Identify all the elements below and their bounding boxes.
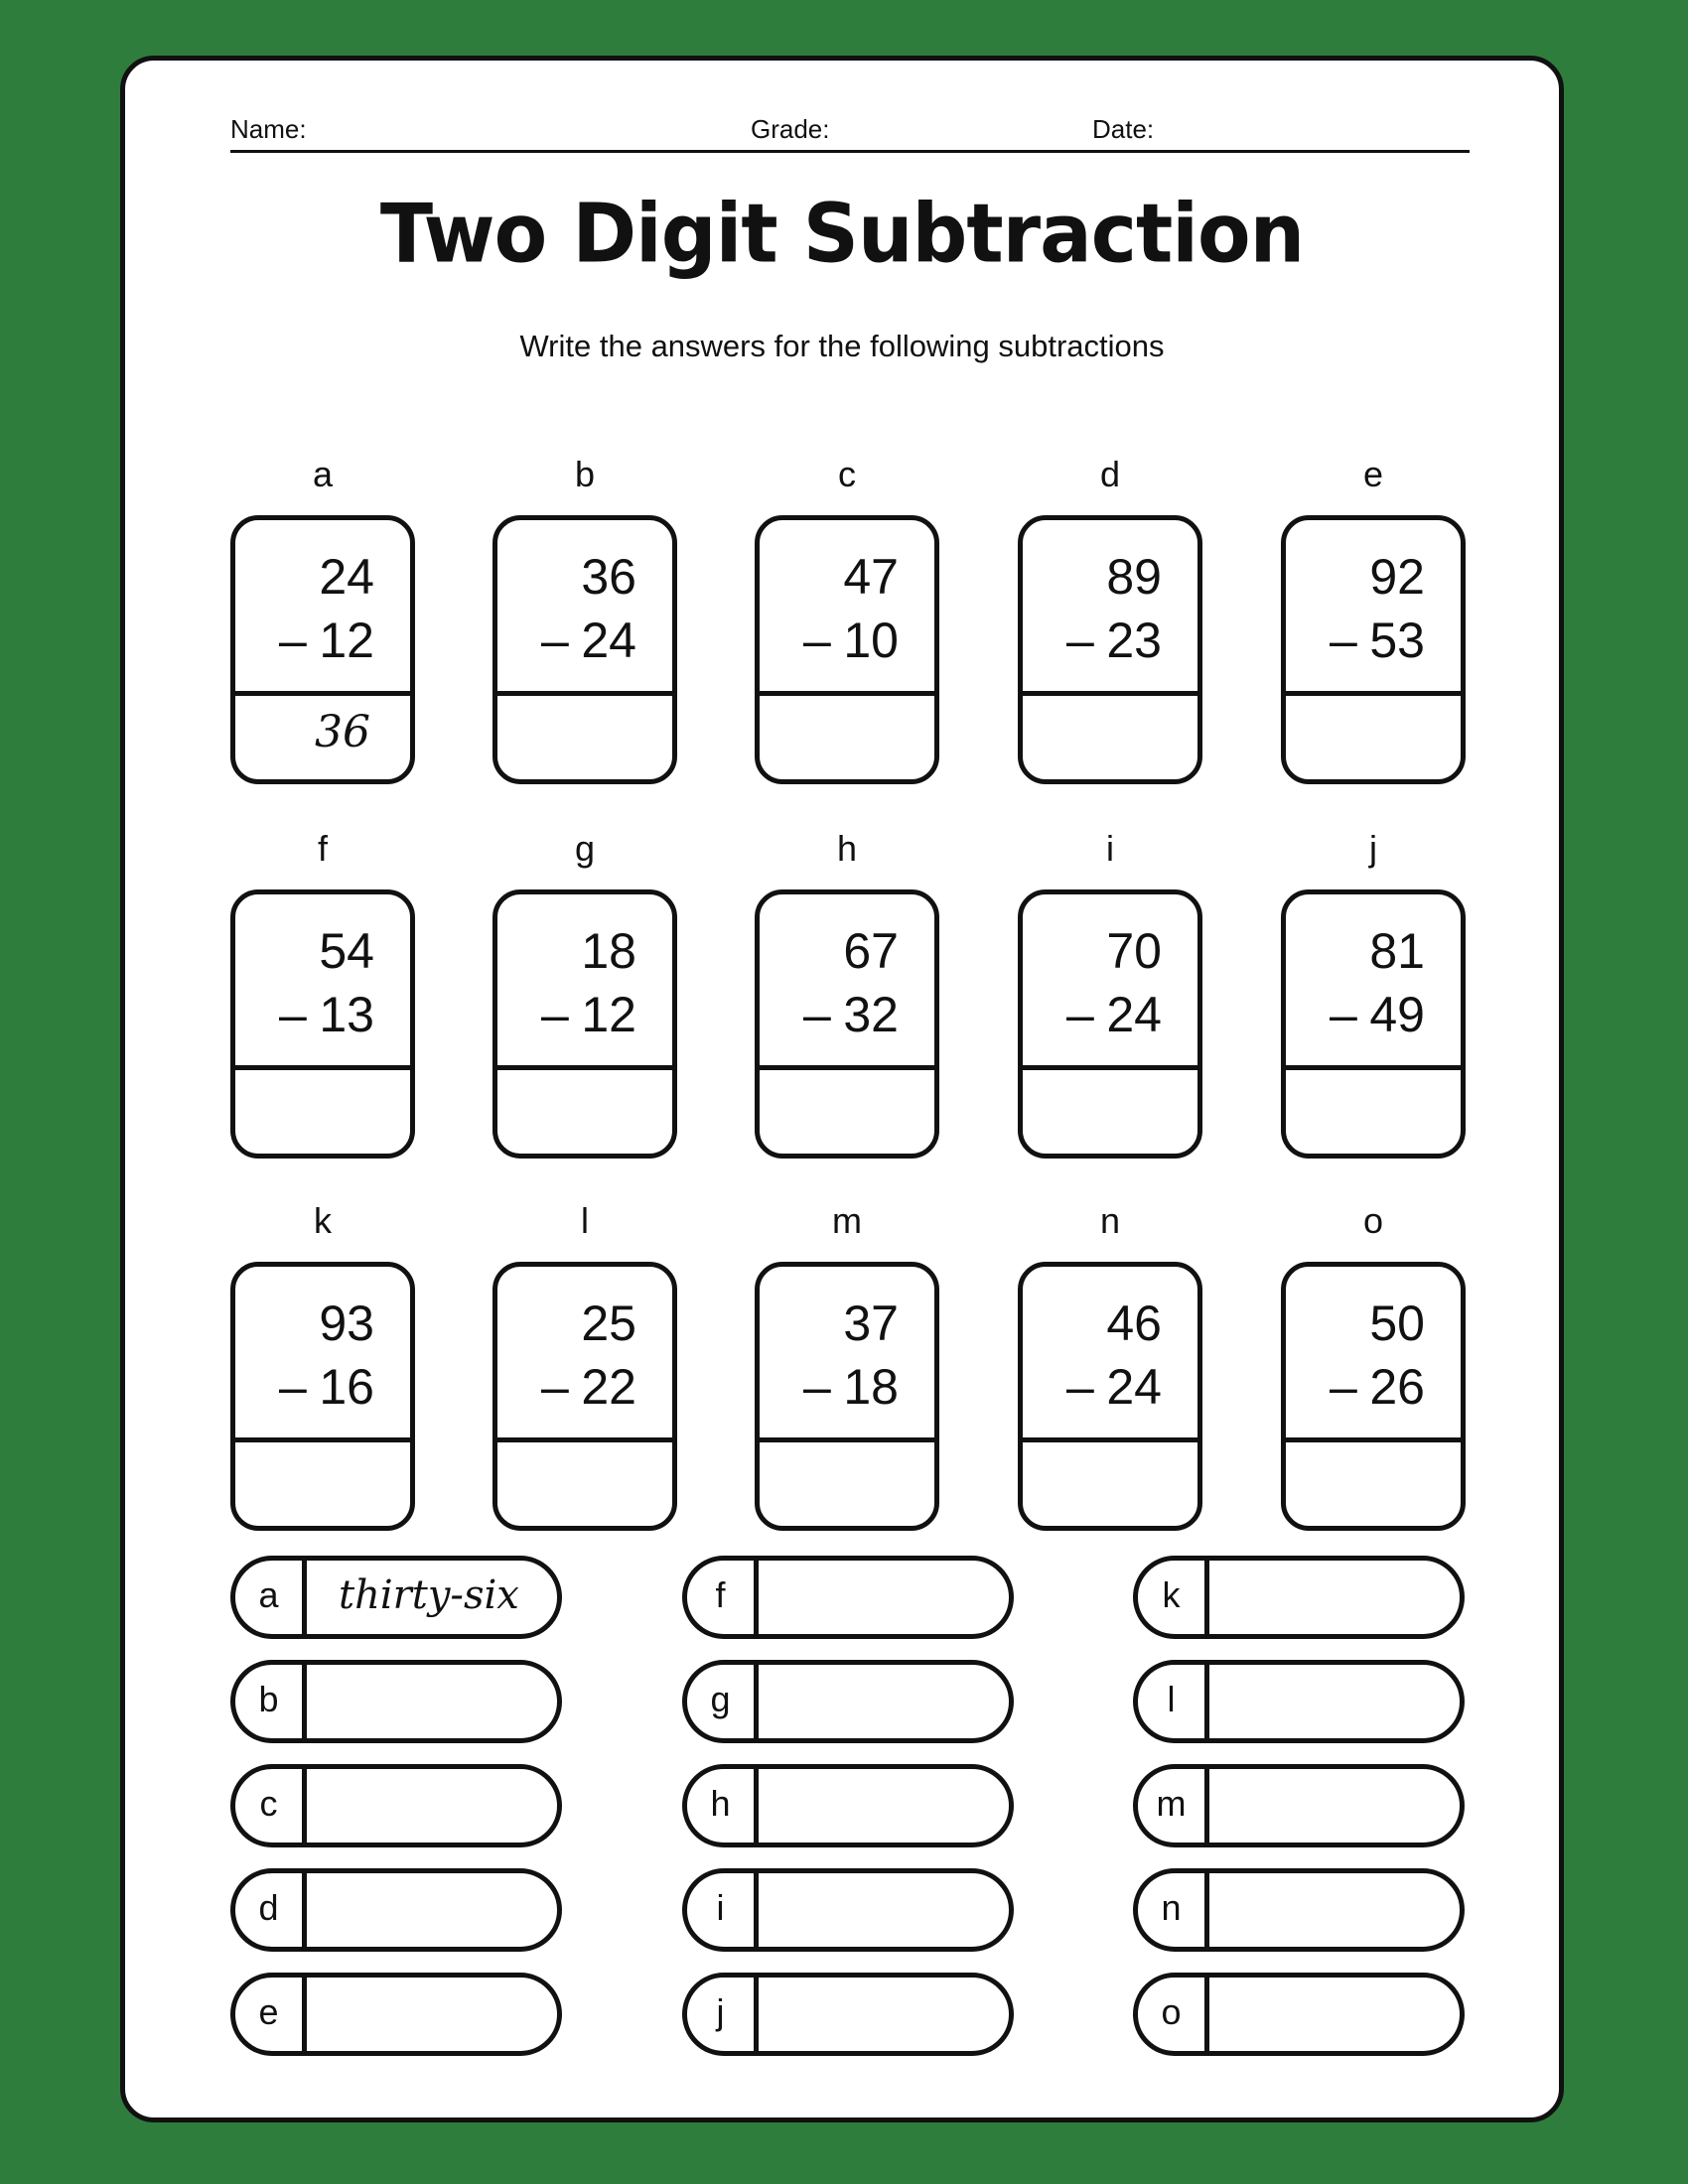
word-answer-row[interactable] [230,1764,562,1847]
problem-box [230,889,415,1159]
word-answer-letter: j [687,1978,759,2051]
word-answer-row[interactable] [1133,1764,1465,1847]
word-answer-letter: e [235,1978,307,2051]
minuend: 67 [843,923,899,979]
word-answer-letter: b [235,1665,307,1738]
word-answer-row[interactable] [1133,1660,1465,1743]
problem-letter: l [581,1200,589,1241]
subtrahend: 24 [581,613,636,668]
answer-field[interactable]: 36 [315,707,370,757]
problem-letter: n [1099,1200,1121,1241]
subtrahend: 24 [1106,1359,1162,1415]
page-title: Two Digit Subtraction [379,187,1305,282]
word-answer-field[interactable]: thirty-six [339,1572,519,1618]
subtrahend: 23 [1106,613,1162,668]
problem-letter: b [574,454,596,494]
word-answer-letter: l [1138,1665,1209,1738]
word-answer-letter: f [687,1561,759,1634]
word-answer-row[interactable] [682,1764,1014,1847]
minus-sign: – [1330,613,1357,668]
problem-numbers [235,520,410,696]
subtrahend: 22 [581,1359,636,1415]
minuend: 18 [581,923,636,979]
subtrahend: 53 [1369,613,1425,668]
problem-numbers [760,520,934,696]
word-answer-letter: c [235,1769,307,1843]
minuend: 24 [319,549,374,605]
problem-box [755,889,939,1159]
date-label: Date: [1092,114,1155,144]
subtrahend: 18 [843,1359,899,1415]
word-answer-row[interactable] [1133,1868,1465,1952]
problem-box [1018,515,1202,784]
minus-sign: – [803,613,831,668]
problem-box [1018,889,1202,1159]
minuend: 89 [1106,549,1162,605]
subtrahend: 10 [843,613,899,668]
name-label: Name: [230,114,307,144]
problem-letter: o [1362,1200,1384,1241]
problem-box [755,515,939,784]
grade-label: Grade: [751,114,830,144]
problem-numbers [1286,520,1461,696]
word-answer-row[interactable] [230,1556,562,1639]
minus-sign: – [279,1359,307,1415]
word-answer-row[interactable] [682,1973,1014,2056]
word-answer-row[interactable] [230,1660,562,1743]
instructions: Write the answers for the following subtractions [519,329,1165,363]
word-answer-letter: m [1138,1769,1209,1843]
word-answer-row[interactable] [230,1868,562,1952]
problem-box [1281,889,1466,1159]
problem-numbers [760,1267,934,1442]
minus-sign: – [541,1359,569,1415]
problem-box [1281,515,1466,784]
subtrahend: 16 [319,1359,374,1415]
minuend: 81 [1369,923,1425,979]
header-line [230,102,1470,153]
word-answer-letter: a [235,1561,307,1634]
minus-sign: – [1330,1359,1357,1415]
minuend: 46 [1106,1296,1162,1351]
minus-sign: – [1066,987,1094,1042]
word-answer-letter: d [235,1873,307,1947]
problem-box [1281,1262,1466,1531]
problem-box [230,1262,415,1531]
word-answer-row[interactable] [682,1556,1014,1639]
minus-sign: – [1330,987,1357,1042]
problem-box [1018,1262,1202,1531]
subtrahend: 12 [319,613,374,668]
minus-sign: – [541,987,569,1042]
minus-sign: – [279,987,307,1042]
word-answer-letter: o [1138,1978,1209,2051]
problem-box [492,1262,677,1531]
problem-numbers [1286,894,1461,1070]
minus-sign: – [803,1359,831,1415]
minuend: 54 [319,923,374,979]
minus-sign: – [541,613,569,668]
problem-letter: d [1099,454,1121,494]
problem-box [492,515,677,784]
word-answer-row[interactable] [1133,1556,1465,1639]
problem-letter: a [312,454,334,494]
problem-box [492,889,677,1159]
word-answer-letter: g [687,1665,759,1738]
minus-sign: – [1066,613,1094,668]
word-answer-row[interactable] [230,1973,562,2056]
word-answer-row[interactable] [682,1868,1014,1952]
problem-numbers [1286,1267,1461,1442]
word-answer-row[interactable] [682,1660,1014,1743]
problem-numbers [1023,894,1197,1070]
subtrahend: 32 [843,987,899,1042]
word-answer-letter: k [1138,1561,1209,1634]
subtrahend: 12 [581,987,636,1042]
problem-letter: j [1369,828,1377,869]
problem-box [230,515,415,784]
subtrahend: 26 [1369,1359,1425,1415]
minus-sign: – [279,613,307,668]
problem-letter: g [574,828,596,869]
problem-numbers [235,1267,410,1442]
worksheet [120,56,1564,2122]
problem-letter: c [838,454,856,494]
problem-letter: f [317,828,328,869]
problem-numbers [1023,520,1197,696]
problem-numbers [235,894,410,1070]
minuend: 25 [581,1296,636,1351]
minuend: 47 [843,549,899,605]
minuend: 92 [1369,549,1425,605]
problem-numbers [497,894,672,1070]
problem-numbers [497,520,672,696]
minuend: 50 [1369,1296,1425,1351]
minuend: 36 [581,549,636,605]
problem-letter: i [1106,828,1114,869]
problem-numbers [760,894,934,1070]
minus-sign: – [803,987,831,1042]
word-answer-letter: n [1138,1873,1209,1947]
word-answer-letter: i [687,1873,759,1947]
minuend: 37 [843,1296,899,1351]
word-answer-row[interactable] [1133,1973,1465,2056]
problem-letter: k [314,1200,332,1241]
minuend: 70 [1106,923,1162,979]
problem-letter: m [832,1200,862,1241]
minus-sign: – [1066,1359,1094,1415]
problem-letter: h [836,828,858,869]
minuend: 93 [319,1296,374,1351]
subtrahend: 24 [1106,987,1162,1042]
subtrahend: 49 [1369,987,1425,1042]
problem-numbers [497,1267,672,1442]
problem-letter: e [1362,454,1384,494]
problem-numbers [1023,1267,1197,1442]
subtrahend: 13 [319,987,374,1042]
word-answer-letter: h [687,1769,759,1843]
problem-box [755,1262,939,1531]
